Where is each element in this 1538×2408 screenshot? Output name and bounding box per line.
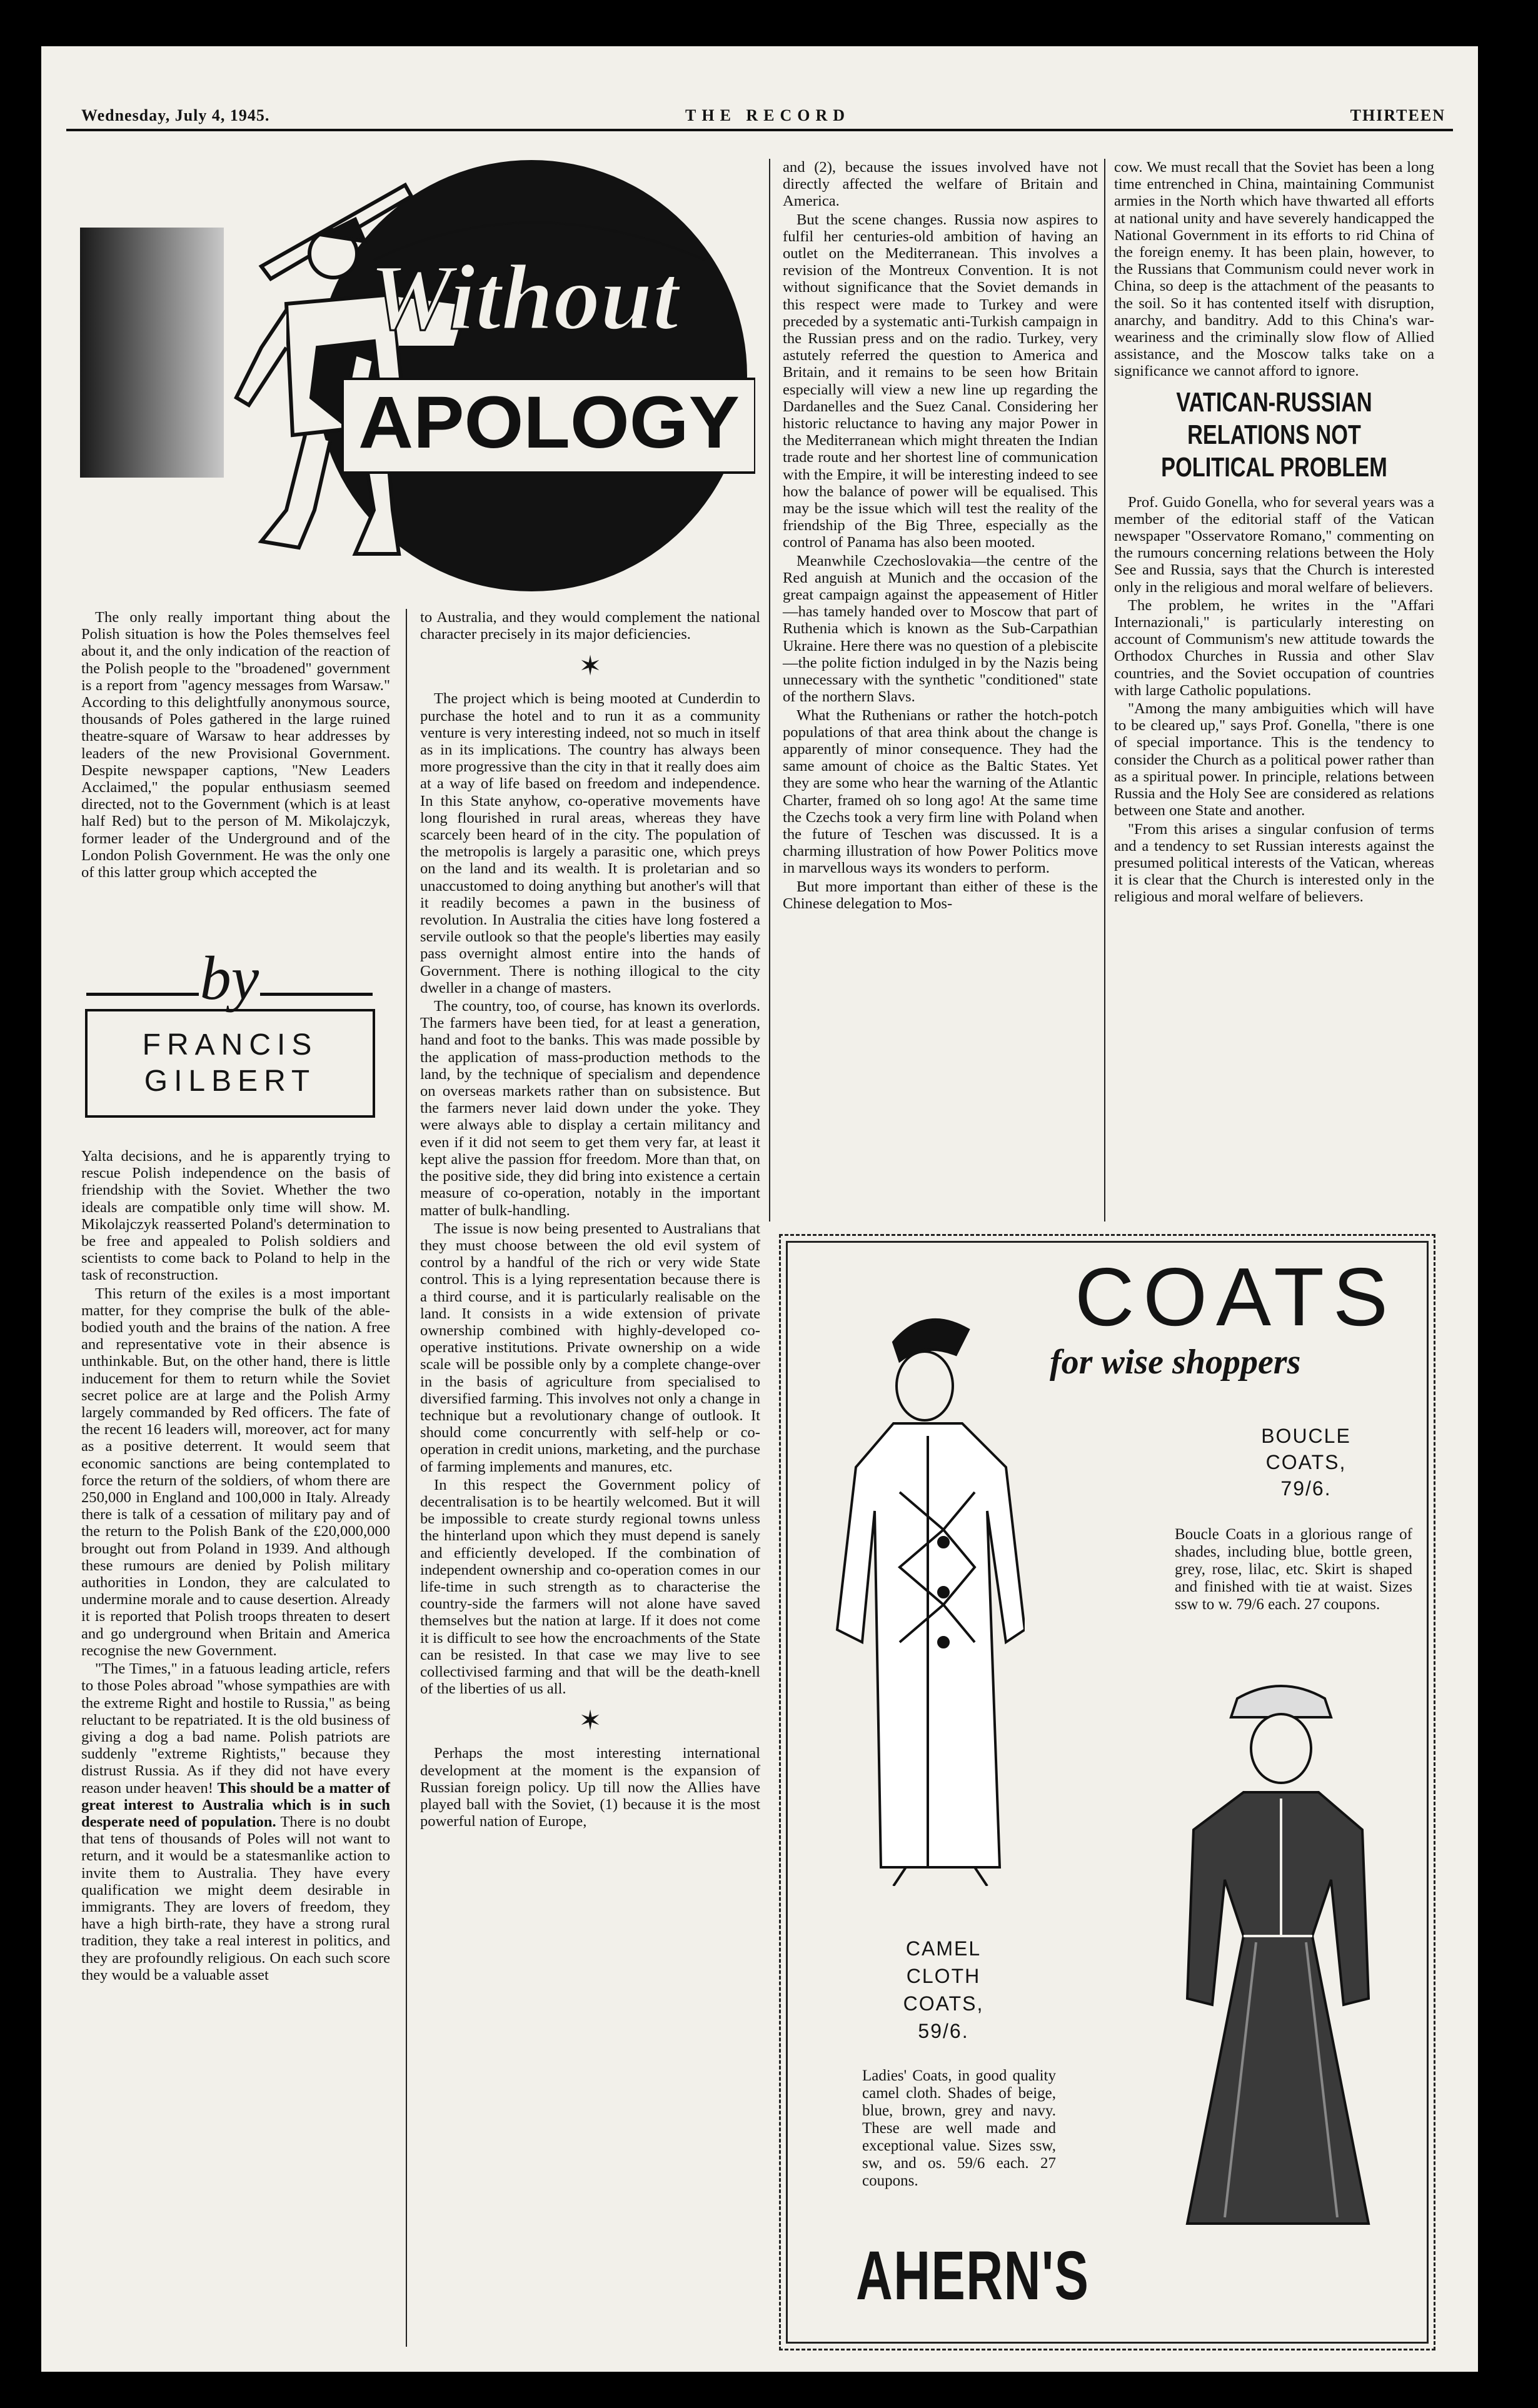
issue-date: Wednesday, July 4, 1945. <box>81 106 270 124</box>
author-first-name: FRANCIS <box>142 1028 318 1061</box>
paragraph: and (2), because the issues involved have not directly affected the welfare of Britain and America. <box>783 159 1098 210</box>
paragraph: But more important than either of these is the Chinese delegation to Mos- <box>783 878 1098 912</box>
paragraph: to Australia, and they would complement the national character precisely in its major deficiencies. <box>420 609 760 643</box>
star-separator-icon: ✶ <box>578 1705 602 1737</box>
paragraph: Meanwhile Czechoslovakia—the centre of the Red anguish at Munich and the occasion of the great campaign against the appeasement of Hitler—has tamely handed over to Moscow that part of Ruthenia which is known as the Sub-Carpathian Ukraine. Here there was no question of a plebiscite—the polite fiction indulged in by the Nazis being unnecessary with the synthetic "conditioned" state of the northern Slavs. <box>783 552 1098 706</box>
camel-heading-2: CLOTH <box>906 1965 981 1987</box>
paragraph-emphasis: This should be a matter of great interest to Australia which is in such desperate need of population. <box>81 1779 390 1830</box>
paragraph: In this respect the Government policy of decentralisation is to be heartily welcomed. But it will be impossible to create sturdy regional towns unless the hinterland upon which they must depend is sanely and efficiently developed. If the combination of independent ownership and co-operation comes in our life-time in such strength as to characterise the country-side the farmers will not alone have saved themselves but the nation at large. If it does not come it is difficult to see how the encroachments of the State can be resisted. In that case we may live to see collectivised farming and that will be the death-knell of the liberties of us all. <box>420 1476 760 1698</box>
camel-description: Ladies' Coats, in good quality camel cloth. Shades of beige, blue, brown, grey and navy. These are well made and exceptional value. Sizes ssw, sw, and os. 59/6 each. 27 coupons. <box>862 2067 1056 2189</box>
column-1-top <box>81 609 390 882</box>
paragraph-text: There is no doubt that tens of thousands of Poles will not want to return, and it would be a statesmanlike action to invite them to Australia. They have every qualification we might deem desirable in immigrants. They are lovers of freedom, they have a high birth-rate, they have a strong rural tradition, they take a real interest in politics, and they are profoundly religious. On each such score they would be a valuable asset <box>81 1813 390 1984</box>
paragraph: cow. We must recall that the Soviet has been a long time entrenched in China, maintaining Communist armies in the North which have thwarted all efforts at national unity and have severely handicapped the National Government in its efforts to rid China of the foreign enemy. It has been plain, however, to the Russians that Communism could never work in China, so deep is the attachment of the peasants to the soil. So it has contented itself with disruption, anarchy, and banditry. Add to this China's war-weariness and the criminally slow flow of Allied assistance, and the Moscow talks take on a significance we cannot afford to ignore. <box>1114 159 1434 380</box>
paragraph: But the scene changes. Russia now aspires to fulfil her centuries-old ambition of having an outlet on the Mediterranean. This involves a revision of the Montreux Convention. It is not without significance that the Soviet demands in this respect were made to Turkey and were preceded by a systematic anti-Turkish campaign in the Russian press and on the radio. Turkey, very astutely referred the question to America and Britain, and it remains to be seen how Britain especially will view a new line up regarding the Dardanelles and the Suez Canal. Considering her historic reluctance to having any major Power in the Mediterranean which might threaten the Indian trade route and her shortest line of communication with the Empire, it will be interesting indeed to see how the balance of power will be equalised. This may be the issue which will test the reality of the friendship of the Big Three, especially as the control of Panama has also been mooted. <box>783 211 1098 551</box>
column-3 <box>783 159 1098 913</box>
paragraph: This return of the exiles is a most important matter, for they comprise the bulk of the able-bodied youth and the brains of the nation. A free and representative vote in their absence is unthinkable. But, on the other hand, there is little inducement for them to return while the Soviet secret police are at large and the Polish Army largely commanded by Red officers. The fate of the recent 16 leaders will, moreover, act for many as a positive deterrent. It would seem that economic sanctions are being contemplated to force the return of the soldiers, of whom there are 250,000 in England and 100,000 in Italy. Already there is talk of a cessation of military pay and of the return to the Polish Bank of the £20,000,000 brought out from Poland in 1939. And although these rumours are denied by Polish military authorities in London, they are calculated to undermine morale and to cause desertion. Already it is reported that Polish troops threaten to desert and go underground when Britain and America recognise the new Government. <box>81 1285 390 1659</box>
paragraph: What the Ruthenians or rather the hotch-potch populations of that area think about the change is apparently of minor consequence. They had the same amount of choice as the Baltic States. Yet they are some who hear the warning of the Atlantic Charter, framed oh so long ago! At the same time the Czechs took a very firm line with Poland when the future of Teschen was discussed. It is a charming illustration of how Power Politics move in marvellous ways its wonders to perform. <box>783 706 1098 877</box>
ad-title: COATS <box>1075 1251 1397 1343</box>
logo-graphic <box>80 160 755 591</box>
paragraph: The project which is being mooted at Cunderdin to purchase the hotel and to run it as a community venture is very interesting indeed, not so much in itself as in its implications. The country has always been more progressive than the city in that it really does aim at a way of life based on freedom and independence. In this State anyhow, co-operative movements have long flourished in rural areas, whereas they have scarcely been heard of in the city. The population of the metropolis is largely a parasitic one, which preys on the land and its wealth. It is proletarian and so unaccustomed to doing anything but another's will that it readily becomes a pawn in the business of revolution. In Australia the cities have long fostered a servile outlook so that the people's liberties may easily pass overnight almost entire into the hands of Government. There is nothing illogical to the city dweller in a change of masters. <box>420 690 760 996</box>
author-last-name: GILBERT <box>144 1065 316 1098</box>
byline <box>75 944 384 1131</box>
coats-advertisement <box>779 1234 1435 2350</box>
boucle-heading-1: BOUCLE <box>1261 1425 1351 1447</box>
page-number: THIRTEEN <box>1350 106 1445 124</box>
paragraph: Yalta decisions, and he is apparently trying to rescue Polish independence on the basis of friendship with the Soviet. Whether the two ideals are compatible only time will show. M. Mikolajczyk reasserted Poland's determination to be free and appealed to Polish soldiers and scientists to come back to Poland to help in the task of reconstruction. <box>81 1148 390 1284</box>
camel-heading-3: COATS, <box>903 1992 984 2015</box>
paper-name: THE RECORD <box>685 106 851 124</box>
camel-price: 59/6. <box>918 2020 969 2042</box>
logo-word-without: Without <box>369 246 679 349</box>
paragraph: The issue is now being presented to Australians that they must choose between the old evil system of control by a handful of the rich or very wide State control. This is a lying representation because there is a third course, and it is particularly realisable on the land. It consists in a wide extension of private ownership combined with highly-developed co-operative institutions. Private ownership on a wide scale will be possible only by a complete change-over in the basis of agriculture from specialised to diversified farming. This involves not only a change in technique but a revolutionary change of outlook. It should come concurrently with self-help or co-operation in credit unions, marketing, and the purchase of farming implements and manures, etc. <box>420 1220 760 1475</box>
paragraph: The only really important thing about the Polish situation is how the Poles themselves feel about it, and the only indication of the reaction of the Polish people to the "broadened" government is a report from "agency messages from Warsaw." According to this delightfully anonymous source, thousands of Poles gathered in the large ruined theatre-square of Warsaw to hear addresses by leaders of the new Provisional Government. Despite newspaper captions, "New Leaders Acclaimed," the popular enthusiasm seemed directed, not to the Government (which is at least half Red) but to the person of M. Mikolajczyk, former leader of the Underground and of the London Polish Government. He was the only one of this latter group which accepted the <box>81 609 390 881</box>
header-rule <box>66 129 1453 131</box>
paragraph: "Among the many ambiguities which will have to be cleared up," says Prof. Gonella, "there is one of special importance. This is the tendency to consider the Church as a political power rather than as a spiritual power. In principle, relations between Russia and the Holy See are considered as relations between one State and another. <box>1114 700 1434 820</box>
column-4 <box>1114 159 1434 907</box>
byline-by: by <box>199 943 259 1013</box>
column-2 <box>420 609 760 1831</box>
column-divider <box>769 159 770 1222</box>
paragraph-text: "The Times," in a fatuous leading article, refers to those Poles abroad "whose sympathies are with the extreme Right and hostile to Russia," as being reluctant to be repatriated. It is the old business of giving a dog a bad name. Polish patriots are suddenly "extreme Rightists," because they distrust Russia. As if they did not have every reason under heaven! <box>81 1660 390 1797</box>
byline-box <box>85 1009 375 1118</box>
paragraph: The country, too, of course, has known its overlords. The farmers have been tied, for at least a generation, hand and foot to the banks. This was made possible by the application of mass-production methods to the land, by the technique of specialism and dependence on overseas markets rather than on subsistence. But the farmers never laid down under the yoke. They were always able to display a certain militancy and even if it did not seem to get them very far, at least it kept alive the passion ffor freedom. More than that, on the positive side, they did bring into existence a certain measure of co-operation, notably in the important matter of bulk-handling. <box>420 998 760 1219</box>
boucle-heading-2: COATS, <box>1265 1451 1347 1473</box>
logo-word-apology: APOLOGY <box>358 381 740 464</box>
camel-coat-illustration <box>818 1305 1025 1886</box>
paragraph: The problem, he writes in the "Affari Internazionali," is particularly interesting on account of Communism's new attitude towards the Orthodox Churches in Russia and other Slav countries, and the Soviet occupation of countries with large Catholic populations. <box>1114 596 1434 699</box>
article-headline: VATICAN-RUSSIAN RELATIONS NOT POLITICAL PROBLEM <box>1161 386 1387 483</box>
paragraph: "From this arises a singular confusion of terms and a tendency to set Russian interests against the presumed political interests of the Vatican, whereas it is clear that the Church is interested only in the religious and moral welfare of believers. <box>1114 820 1434 906</box>
boucle-coat-illustration <box>1169 1673 1381 2236</box>
paragraph: Perhaps the most interesting international development at the moment is the expansion of Russian foreign policy. Up till now the Allies have played ball with the Soviet, (1) because it is the most powerful nation of Europe, <box>420 1745 760 1830</box>
boucle-description: Boucle Coats in a glorious range of shades, including blue, bottle green, grey, rose, lilac, etc. Skirt is shaped and finished with tie at waist. Sizes ssw to w. 79/6 each. 27 coupons. <box>1175 1526 1412 1613</box>
column-1-bottom <box>81 1148 390 1985</box>
column-divider <box>1104 159 1105 1222</box>
newspaper-page <box>41 46 1478 2372</box>
ad-subtitle: for wise shoppers <box>1050 1343 1301 1382</box>
star-separator-icon: ✶ <box>578 651 602 682</box>
column-divider <box>406 609 407 2347</box>
camel-heading-1: CAMEL <box>905 1937 982 1960</box>
without-apology-logo <box>80 160 755 591</box>
paragraph: Prof. Guido Gonella, who for several years was a member of the editorial staff of the Vatican newspaper "Osservatore Romano," commenting on the rumours concerning relations between the Holy See and Russia, says that the Church is interested only in the religious and moral welfare of believers. <box>1114 493 1434 596</box>
store-name: AHERN'S <box>856 2237 1090 2314</box>
boucle-price: 79/6. <box>1280 1477 1332 1500</box>
